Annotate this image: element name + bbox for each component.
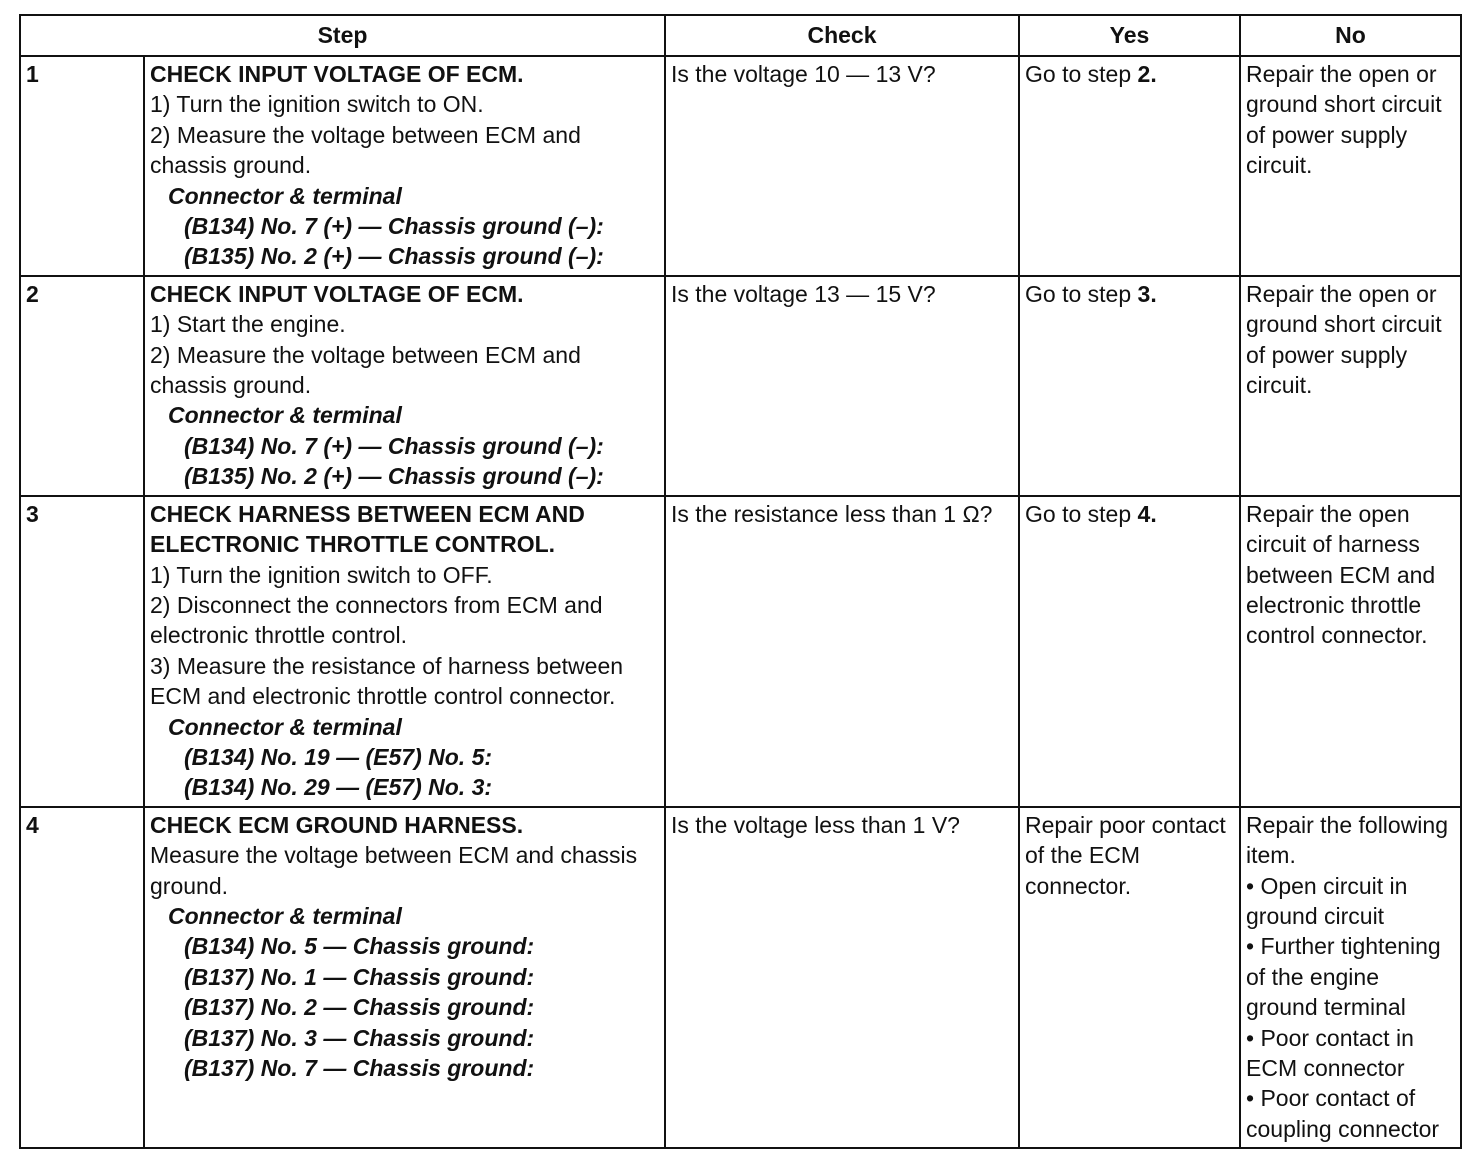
terminal-spec: (B135) No. 2 (+) — Chassis ground (–): xyxy=(184,463,604,490)
step-line: 3) Measure the resistance of harness between ECM and electronic throttle control connector. xyxy=(150,652,624,710)
terminal-spec: (B137) No. 2 — Chassis ground: xyxy=(184,994,535,1021)
yes-cell: Repair poor contact of the ECM connector. xyxy=(1019,807,1240,1148)
step-line: Measure the voltage between ECM and chassis ground. xyxy=(150,842,638,899)
yes-prefix: Go to step xyxy=(1025,500,1138,527)
step-procedure xyxy=(144,496,665,807)
document-page xyxy=(19,14,1460,1149)
header-no: No xyxy=(1240,15,1461,56)
no-bullet-item: • Further tightening of the engine ground terminal xyxy=(1246,933,1441,1021)
table-row xyxy=(20,276,1461,496)
step-line: 2) Measure the voltage between ECM and chassis ground. xyxy=(150,121,581,179)
yes-prefix: Go to step xyxy=(1025,280,1138,307)
no-intro: Repair the following item. xyxy=(1246,811,1449,869)
step-line: 2) Measure the voltage between ECM and chassis ground. xyxy=(150,341,581,399)
connector-terminal-label: Connector & terminal xyxy=(168,182,402,209)
yes-step-ref: 4 xyxy=(1137,500,1151,527)
step-line: 1) Turn the ignition switch to OFF. xyxy=(150,561,493,588)
connector-terminal-label: Connector & terminal xyxy=(168,713,402,740)
yes-step-ref: 3 xyxy=(1137,280,1151,307)
step-procedure xyxy=(144,807,665,1148)
table-row xyxy=(20,496,1461,807)
terminal-spec: (B135) No. 2 (+) — Chassis ground (–): xyxy=(184,243,604,270)
step-number: 1 xyxy=(20,56,144,276)
header-row xyxy=(20,15,1461,56)
header-yes: Yes xyxy=(1019,15,1240,56)
no-bullet-item: • Poor contact of coupling connector xyxy=(1246,1085,1440,1142)
check-cell: Is the voltage 13 — 15 V? xyxy=(665,276,1019,496)
no-cell xyxy=(1240,807,1461,1148)
step-title: CHECK HARNESS BETWEEN ECM AND ELECTRONIC THROTTLE CONTROL. xyxy=(150,500,585,558)
yes-step-ref: 2 xyxy=(1137,61,1151,87)
table-row xyxy=(20,807,1461,1148)
terminal-spec: (B134) No. 7 (+) — Chassis ground (–): xyxy=(184,213,604,240)
step-number: 4 xyxy=(20,807,144,1148)
step-line: 1) Turn the ignition switch to ON. xyxy=(150,91,484,118)
step-title: CHECK INPUT VOLTAGE OF ECM. xyxy=(150,61,524,87)
step-line: 2) Disconnect the connectors from ECM and electronic throttle control. xyxy=(150,591,603,649)
check-cell: Is the resistance less than 1 Ω? xyxy=(665,496,1019,807)
header-check: Check xyxy=(665,15,1019,56)
no-cell: Repair the open or ground short circuit of power supply circuit. xyxy=(1240,276,1461,496)
no-cell: Repair the open or ground short circuit of power supply circuit. xyxy=(1240,56,1461,276)
header-step: Step xyxy=(20,15,665,56)
step-number: 2 xyxy=(20,276,144,496)
yes-suffix: . xyxy=(1150,280,1157,307)
terminal-spec: (B137) No. 3 — Chassis ground: xyxy=(184,1024,535,1051)
no-cell: Repair the open circuit of harness between ECM and electronic throttle control connector. xyxy=(1240,496,1461,807)
yes-cell xyxy=(1019,276,1240,496)
connector-terminal-label: Connector & terminal xyxy=(168,902,402,929)
step-number: 3 xyxy=(20,496,144,807)
connector-terminal-label: Connector & terminal xyxy=(168,402,402,429)
yes-cell xyxy=(1019,496,1240,807)
step-title: CHECK ECM GROUND HARNESS. xyxy=(150,811,524,838)
no-bullet-item: • Open circuit in ground circuit xyxy=(1246,872,1408,929)
diagnostic-table xyxy=(19,14,1462,1149)
terminal-spec: (B137) No. 7 — Chassis ground: xyxy=(184,1055,535,1081)
step-procedure xyxy=(144,276,665,496)
terminal-spec: (B137) No. 1 — Chassis ground: xyxy=(184,963,535,990)
terminal-spec: (B134) No. 19 — (E57) No. 5: xyxy=(184,743,493,770)
step-line: 1) Start the engine. xyxy=(150,311,346,338)
step-title: CHECK INPUT VOLTAGE OF ECM. xyxy=(150,280,524,307)
yes-prefix: Go to step xyxy=(1025,61,1138,87)
table-row xyxy=(20,56,1461,276)
step-procedure xyxy=(144,56,665,276)
check-cell: Is the voltage less than 1 V? xyxy=(665,807,1019,1148)
check-cell: Is the voltage 10 — 13 V? xyxy=(665,56,1019,276)
terminal-spec: (B134) No. 7 (+) — Chassis ground (–): xyxy=(184,432,604,459)
yes-suffix: . xyxy=(1150,61,1157,87)
terminal-spec: (B134) No. 5 — Chassis ground: xyxy=(184,933,535,960)
terminal-spec: (B134) No. 29 — (E57) No. 3: xyxy=(184,774,493,801)
yes-cell xyxy=(1019,56,1240,276)
yes-suffix: . xyxy=(1150,500,1157,527)
no-bullet-item: • Poor contact in ECM connector xyxy=(1246,1024,1414,1081)
